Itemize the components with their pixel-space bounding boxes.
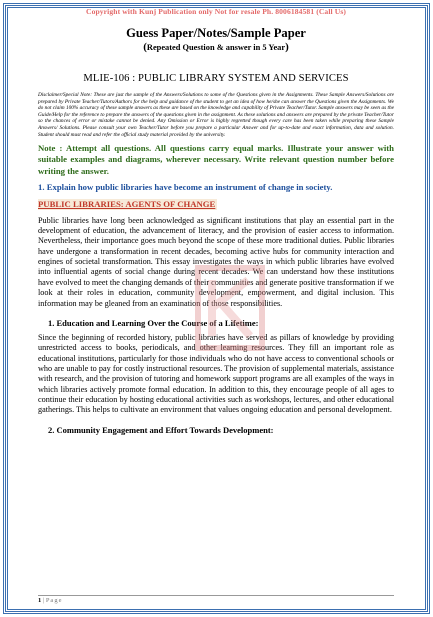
footer-separator: | [42,597,45,604]
document-content [38,7,394,436]
subsection-1-paragraph: Since the beginning of recorded history, public libraries have served as pillars of knowledge by providing unrestricted access to books, periodicals, and other learning resources. They fill an important role as educational institutions, particularly for those individuals who do not have access to conventional schools or who are unable to pay for costly instructional resources. The provision of supplemental materials, assistance with research, and the provision of tutoring and homework support programs are all examples of the ways in which libraries actively promote formal education. In addition to this, they encourage people of all ages to continue their education by hosting educational activities such as workshops, lectures, and other educational gatherings. This helps to cultivate an environment that values ongoing education and personal development. [38,332,394,415]
copyright-banner: Copyright with Kunj Publication only Not for resale Ph. 8006184581 (Call Us) [85,7,347,16]
instructions-note: Note : Attempt all questions. All questions carry equal marks. Illustrate your answer with suitable examples and diagrams, wherever necessary. Write relevant question number before writing the answer. [38,143,394,176]
document-subtitle: (Repeated Question & answer in 5 Year) [143,41,289,53]
footer-divider [38,595,394,596]
document-subtitle-text: Repeated Question & answer in 5 Year [146,43,286,52]
subsection-2-heading: 2. Community Engagement and Effort Towards Development: [48,424,274,435]
page-number: 1 [38,597,42,604]
subsection-1-heading: 1. Education and Learning Over the Course of a Lifetime: [48,317,259,328]
course-title: MLIE-106 : PUBLIC LIBRARY SYSTEM AND SERVICES [83,73,349,84]
page-label: Page [45,597,63,604]
question-1: 1. Explain how public libraries have become an instrument of change in society. [38,181,333,192]
disclaimer-text: Disclaimer/Special Note: These are just the sample of the Answers/Solutions to some of the Questions given in the Assignments. These Sample Answers/Solutions are prepared by Private Teacher/Tutors/Authors for the help and guidance of the student to get an idea of how he/she can answer the Questions given the Assignments. We do not claim 100% accuracy of these sample answers as these are based on the knowledge and capability of Private Teacher/Tutor. Sample answers may be seen as the Guide/Help for the reference to prepare the answers of the questions given in the assignment. As these solutions and answers are prepared by the private Teacher/Tutor so the chances of error or mistake cannot be denied. Any Omission or Error is highly regretted though every care has been taken while preparing these Sample Answers/ Solutions. Please consult your own Teacher/Tutor before you prepare a particular Answer and for up-to-date and exact information, data and solution. Student should must read and refer the official study material provided by the university. [38,92,394,138]
page-footer [38,597,62,605]
section-heading: PUBLIC LIBRARIES: AGENTS OF CHANGE [38,198,216,209]
intro-paragraph: Public libraries have long been acknowledged as significant institutions that play an essential part in the development of education, the advancement of literacy, and the provision of easier access to information. Nevertheless, their importance goes much beyond the scope of these more traditional duties. Public libraries have undergone a transformation in recent decades, becoming active hubs for community interaction and engines of societal transformation. This essay investigates the ways in which public libraries have evolved into influential agents of social change during recent decades. We can understand how these institutions have evolved to meet the changing demands of their communities and generate positive transformation if we look at their roles in education, community development, empowerment, and digital inclusion. This information may be gleaned from an examination of those responsibilities. [38,215,394,308]
document-title: Guess Paper/Notes/Sample Paper [126,26,306,40]
